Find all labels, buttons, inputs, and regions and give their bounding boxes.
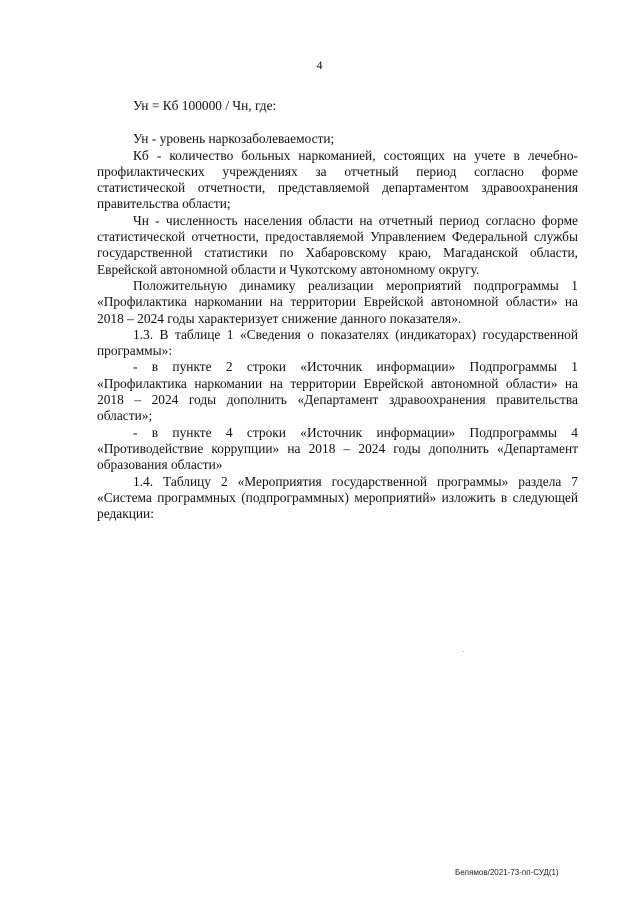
paragraph-definition-chn: Чн - численность населения области на отчетный период согласно форме статистической отчетности, предоставляемой Управлением Федеральной службы государственной статистики по Хабаровскому краю, Магаданской области, Еврейской автономной области и Чукотскому автономному округу. [97, 212, 578, 277]
paragraph-item-2: - в пункте 2 строки «Источник информации» Подпрограммы 1 «Профилактика наркомании на территории Еврейской автономной области» на 2018 – 2024 годы дополнить «Департамент здравоохранения правительства области»; [97, 359, 578, 424]
scan-speck [463, 651, 464, 652]
paragraph-definition-un: Ун - уровень наркозаболеваемости; [133, 131, 335, 147]
formula: Ун = Кб 100000 / Чн, где: [133, 98, 277, 113]
paragraph-1-3: 1.3. В таблице 1 «Сведения о показателях (индикаторах) государственной программы»: [97, 326, 578, 359]
document-footer-code: Белямов/2021-73-пп-СУД(1) [455, 868, 559, 877]
paragraph-1-4: 1.4. Таблицу 2 «Мероприятия государственной программы» раздела 7 «Система программных (подпрограммных) мероприятий» изложить в следующей редакции: [97, 473, 578, 522]
paragraph-definition-kb: Кб - количество больных наркоманией, состоящих на учете в лечебно-профилактических учреждениях за отчетный период согласно форме статистической отчетности, представляемой департаментом здравоохранения правительства области; [97, 147, 578, 212]
paragraph-dynamics: Положительную динамику реализации мероприятий подпрограммы 1 «Профилактика наркомании на территории Еврейской автономной области» на 2018 – 2024 годы характеризует снижение данного показателя». [97, 277, 578, 326]
document-body [97, 98, 578, 522]
paragraph-item-4: - в пункте 4 строки «Источник информации» Подпрограммы 4 «Противодействие коррупции» на 2018 – 2024 годы дополнить «Департамент образования области» [97, 424, 578, 473]
page-number: 4 [316, 58, 323, 72]
